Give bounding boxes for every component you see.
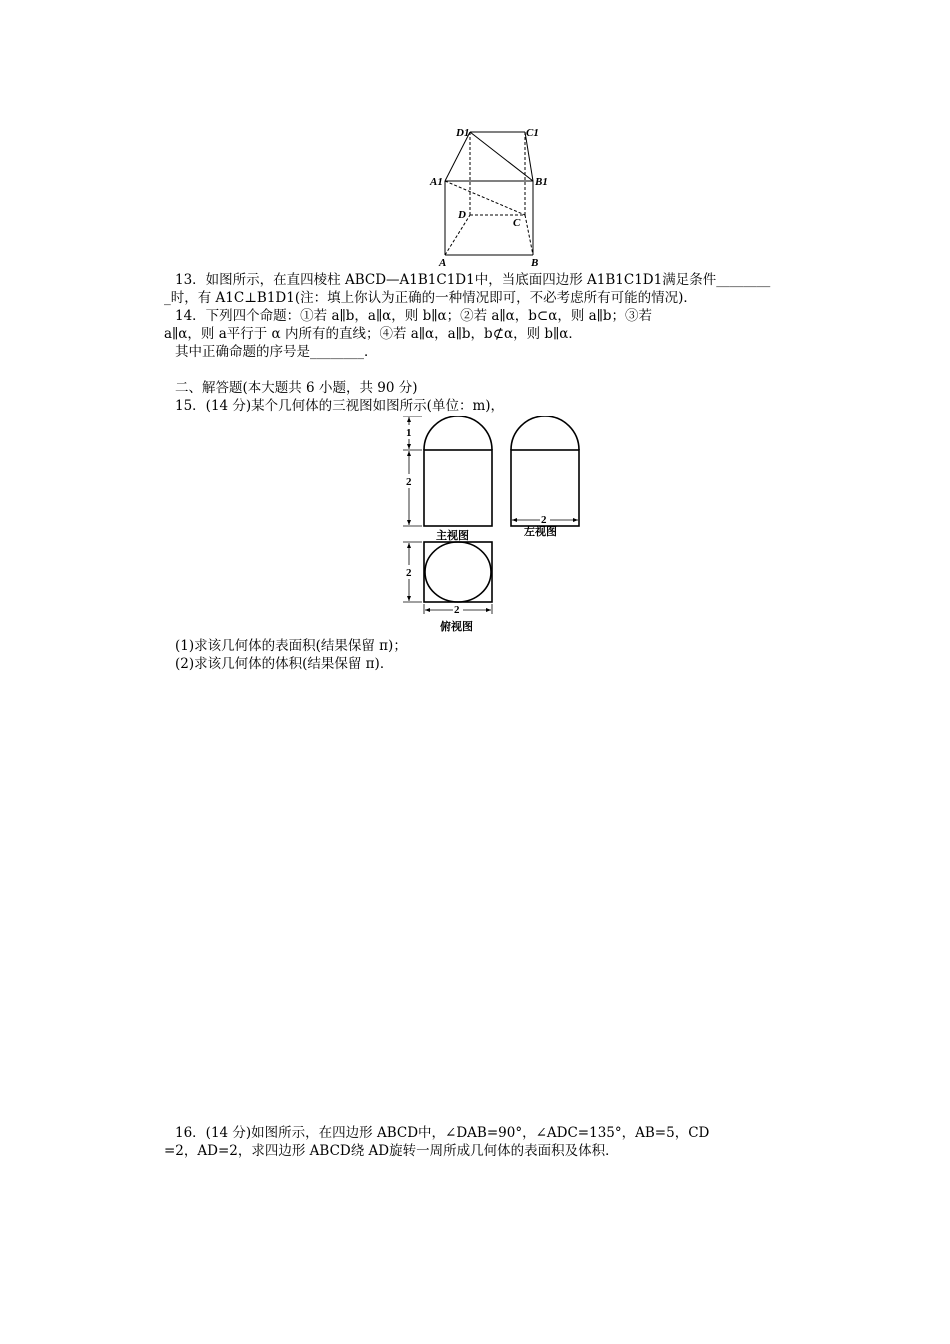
edge-a1c bbox=[445, 181, 525, 215]
dim-label-1: 1 bbox=[406, 427, 412, 439]
side-view-label: 左视图 bbox=[524, 526, 557, 538]
edge-d1b1 bbox=[470, 132, 533, 181]
dim-label-top-h-2: 2 bbox=[454, 604, 460, 616]
label-c1: C1 bbox=[526, 127, 539, 139]
q13-line1: 13．如图所示，在直四棱柱 ABCD—A1B1C1D1中，当底面四边形 A1B1C1D1满足条件________ bbox=[148, 272, 771, 288]
label-b1: B1 bbox=[535, 176, 548, 188]
dim-label-side-2: 2 bbox=[541, 514, 547, 526]
label-a1: A1 bbox=[430, 176, 443, 188]
q14-line3: 其中正确命题的序号是________． bbox=[148, 344, 378, 360]
label-b: B bbox=[531, 257, 539, 268]
edge-c1b1 bbox=[525, 132, 533, 181]
section-heading: 二、解答题(本大题共 6 小题，共 90 分) bbox=[148, 380, 418, 396]
q13-line2: _时，有 A1C⊥B1D1(注：填上你认为正确的一种情况即可，不必考虑所有可能的情况)． bbox=[164, 290, 697, 306]
q15-part1: (1)求该几何体的表面积(结果保留 π)； bbox=[148, 638, 407, 654]
top-view-circle bbox=[425, 542, 491, 602]
three-view-figure bbox=[400, 416, 590, 636]
front-view-rect bbox=[424, 450, 492, 526]
label-d: D bbox=[458, 209, 466, 221]
q15-part2: (2)求该几何体的体积(结果保留 π)． bbox=[148, 656, 394, 672]
q15-stem: 15．(14 分)某个几何体的三视图如图所示(单位：m)， bbox=[148, 398, 505, 414]
top-view-label: 俯视图 bbox=[440, 621, 473, 633]
label-a: A bbox=[439, 257, 447, 268]
q16-line2: =2，AD=2，求四边形 ABCD绕 AD旋转一周所成几何体的表面积及体积． bbox=[164, 1143, 619, 1159]
edge-a1d1 bbox=[445, 132, 470, 181]
dim-label-top-v-2: 2 bbox=[406, 567, 412, 579]
prism-figure bbox=[425, 123, 550, 268]
front-view-arc bbox=[424, 416, 492, 450]
q14-line2: a∥α，则 a平行于 α 内所有的直线；④若 a∥α，a∥b，b⊄α，则 b∥α． bbox=[164, 326, 582, 342]
side-view-arc bbox=[511, 416, 579, 450]
dim-label-front-2: 2 bbox=[406, 476, 412, 488]
label-c: C bbox=[513, 217, 521, 229]
q14-line1: 14．下列四个命题：①若 a∥b，a∥α，则 b∥α；②若 a∥α，b⊂α，则 a∥b；③若 bbox=[148, 308, 653, 324]
edge-cb bbox=[525, 215, 533, 255]
label-d1: D1 bbox=[456, 127, 470, 139]
q16-line1: 16．(14 分)如图所示，在四边形 ABCD中，∠DAB=90°，∠ADC=135°，AB=5，CD bbox=[148, 1125, 710, 1141]
front-view-label: 主视图 bbox=[436, 530, 469, 542]
edge-ad bbox=[445, 215, 470, 255]
